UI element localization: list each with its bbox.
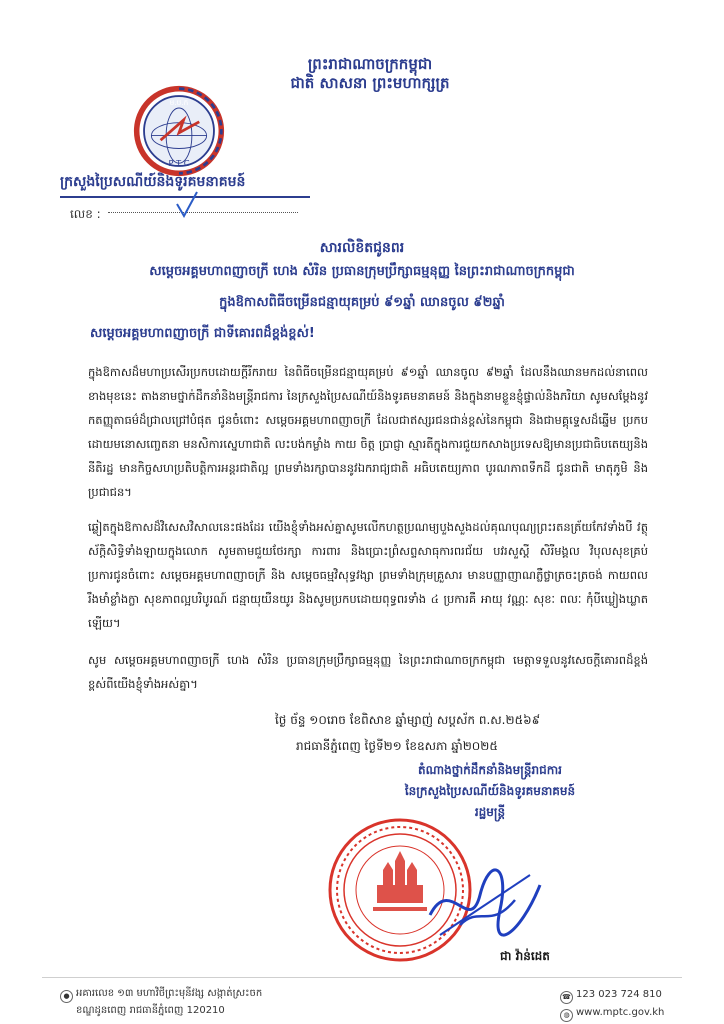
phone-text: 123 023 724 810 <box>576 989 662 1000</box>
address-line-2: ខណ្ឌដូនពេញ រាជធានីភ្នំពេញ 120210 <box>76 1005 225 1016</box>
checkmark-icon <box>175 190 199 220</box>
ministry-logo <box>133 85 225 177</box>
location-pin-icon: ● <box>60 990 73 1003</box>
lunar-date: ថ្ងៃ ច័ន្ទ ១០រោច ខែពិសាខ ឆ្នាំម្សាញ់ សប្តស័ក ព.ស.២៥៦៩ <box>275 713 541 727</box>
kingdom-header <box>285 55 455 93</box>
website-link[interactable]: www.mptc.gov.kh <box>576 1007 665 1018</box>
letter-type: សារលិខិតជូនពរ <box>319 240 405 256</box>
handwritten-signature <box>420 855 550 945</box>
logo-top-text: ម.ប.ក <box>169 98 189 108</box>
occasion-line: ក្នុងឱកាសពិធីចម្រើនជន្មាយុគម្រប់ ៩១ឆ្នាំ ឈានចូល ៩២ឆ្នាំ <box>219 295 505 310</box>
national-motto: ជាតិ សាសនា ព្រះមហាក្សត្រ <box>290 74 450 92</box>
solar-date: រាជធានីភ្នំពេញ ថ្ងៃទី២១ ខែឧសភា ឆ្នាំ២០២៥ <box>296 739 498 753</box>
signature-title <box>340 760 640 823</box>
address-line-1 <box>60 986 360 1003</box>
body-paragraph-2: ឆ្លៀតក្នុងឱកាសដ៏វិសេសវិសាលនេះផងដែរ យើងខ្ញុំទាំងអស់គ្នាសូមលើកហត្ថប្រណម្យបួងសួងដល់គុណបុណ្យព្រះរតនត្រ័យកែវទាំងបី វត្ថុស័ក្តិសិទ្ធិទាំងឡាយក្នុងលោក សូមតាមជួយថែរក្សា ការពារ និងប្រោះព្រំសព្ទសាធុការពរជ័យ បវរសួស្ដី សិរីមង្គល វិបុលសុខគ្រប់ប្រការជូនចំពោះ សម្ដេចអគ្គមហាពញាចក្រី និង សម្ដេចធម្មវិសុទ្ធវង្សា ព្រមទាំងក្រុមគ្រួសារ មានបញ្ញាញាណភ្លឺថ្លាត្រចះត្រចង់ កាយពលរឹងមាំខ្លាំងក្លា សុខភាពល្អបរិបូរណ៍ ជន្មាយុយឺនយូរ និងសូមប្រកបដោយពុទ្ធពរទាំង ៤ ប្រការគឺ អាយុ វណ្ណៈ សុខៈ ពលៈ កុំបីឃ្លៀងឃ្លាតឡើយ។ <box>88 520 648 630</box>
reference-dots <box>108 212 298 213</box>
phone-icon: ☎ <box>560 991 573 1004</box>
footer-divider <box>42 977 682 978</box>
website-row[interactable] <box>560 1004 664 1022</box>
kingdom-name: ព្រះរាជាណាចក្រកម្ពុជា <box>307 55 433 73</box>
signature-title-line2: នៃក្រសួងប្រៃសណីយ៍និងទូរគមនាគមន៍ <box>404 784 576 798</box>
ministry-name: ក្រសួងប្រៃសណីយ៍និងទូរគមនាគមន៍ <box>60 174 246 190</box>
signature-title-line3: រដ្ឋមន្ត្រី <box>474 805 506 819</box>
logo-bottom-text: P T C <box>168 157 190 168</box>
footer-contact <box>560 986 664 1022</box>
phone-row <box>560 986 664 1004</box>
footer-address <box>60 986 360 1018</box>
body-paragraph-3: សូម សម្ដេចអគ្គមហាពញាចក្រី ហេង សំរិន ប្រធានក្រុមប្រឹក្សាធម្មនុញ្ញ នៃព្រះរាជាណាចក្រកម្ពុជា មេត្តាទទួលនូវសេចក្តីគោរពដ៏ខ្ពង់ខ្ពស់ពីយើងខ្ញុំទាំងអស់គ្នា។ <box>88 653 648 691</box>
salutation: សម្ដេចអគ្គមហាពញាចក្រី ជាទីគោរពដ៏ខ្ពង់ខ្ពស់! <box>90 326 315 341</box>
signer-name: ជា វ៉ាន់ដេត <box>500 949 550 963</box>
reference-label: លេខ : <box>70 207 101 221</box>
address-line-1-text: អគារលេខ ១៣ មហាវិថីព្រះមុនីវង្ស សង្កាត់ស្រះចក <box>76 988 263 999</box>
body-paragraph-1: ក្នុងឱកាសដ៏មហាប្រសើរប្រកបដោយក្តីរីករាយ នៃពិធីចម្រើនជន្មាយុគម្រប់ ៩១ឆ្នាំ ឈានចូល ៩២ឆ្នាំ ដែលនឹងឈានមកដល់នាពេលខាងមុខនេះ តាងនាមថ្នាក់ដឹកនាំនិងមន្ត្រីរាជការ នៃក្រសួងប្រៃសណីយ៍និងទូរគមនាគមន៍ និងក្នុងនាមខ្លួនខ្ញុំផ្ទាល់និងភរិយា សូមសម្ដែងនូវកតញ្ញុតាធម៌ដ៏ជ្រាលជ្រៅបំផុត ជូនចំពោះ សម្ដេចអគ្គមហាពញាចក្រី ដែលជាឥស្សរជនជាន់ខ្ពស់នៃកម្ពុជា និងជាមគ្គុទ្ទេសដ៏ឆ្នើម ប្រកបដោយមនោសញ្ចេតនា មនសិការស្នេហាជាតិ លះបង់កម្លាំង កាយ ចិត្ត ប្រាជ្ញា ស្មារតីក្នុងការជួយកសាងប្រទេសឱ្យមានប្រជាធិបតេយ្យនិងនីតិរដ្ឋ មានកិច្ចសហប្រតិបត្តិការអន្តរជាតិល្អ ព្រមទាំងរក្សាបាននូវឯករាជ្យជាតិ អធិបតេយ្យភាព បូរណភាពទឹកដី ជូនជាតិ មាតុភូមិ និងប្រជាជន។ <box>88 365 648 499</box>
globe-icon: ◍ <box>560 1009 573 1022</box>
recipient-line: សម្ដេចអគ្គមហាពញាចក្រី ហេង សំរិន ប្រធានក្រុមប្រឹក្សាធម្មនុញ្ញ នៃព្រះរាជាណាចក្រកម្ពុជា <box>149 264 575 279</box>
signature-title-line1: តំណាងថ្នាក់ដឹកនាំនិងមន្ត្រីរាជការ <box>418 763 562 777</box>
